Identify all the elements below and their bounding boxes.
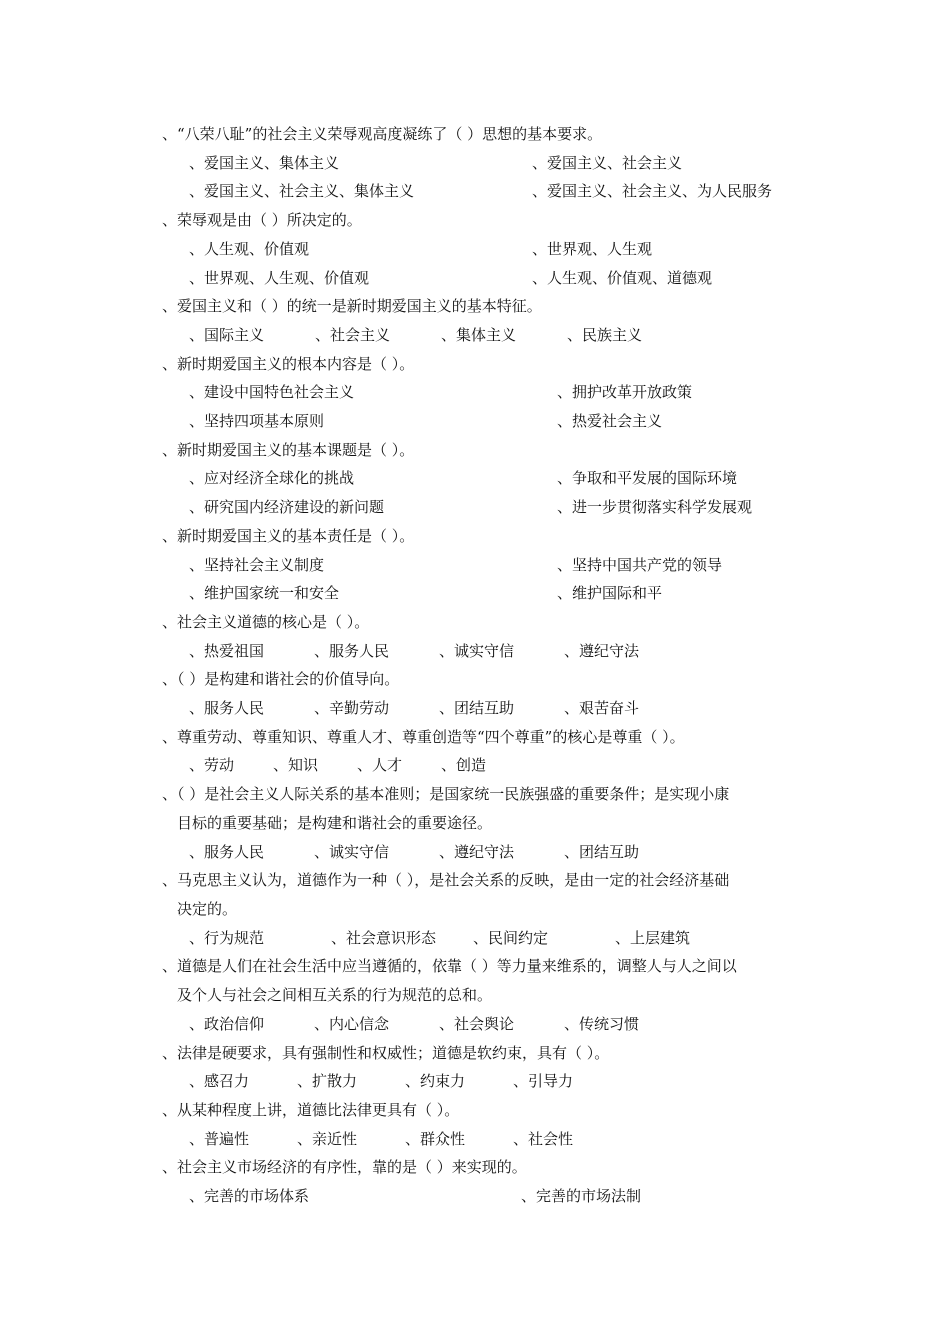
question-12: [162, 952, 822, 1038]
question-stem: 、马克思主义认为，道德作为一种（ ），是社会关系的反映，是由一定的社会经济基础: [162, 871, 730, 890]
question-stem: 、荣辱观是由（ ）所决定的。: [162, 211, 362, 230]
question-10: [162, 780, 822, 866]
option-d: 、遵纪守法: [564, 641, 640, 660]
option-b: 、世界观、人生观: [532, 239, 653, 258]
question-6: [162, 522, 822, 608]
option-d: 、引导力: [513, 1072, 574, 1091]
question-stem: 、尊重劳动、尊重知识、尊重人才、尊重创造等“四个尊重”的核心是尊重（ ）。: [162, 727, 685, 746]
option-d: 、上层建筑: [615, 928, 691, 947]
option-a: 、人生观、价值观: [189, 239, 310, 258]
option-c: 、研究国内经济建设的新问题: [189, 498, 385, 517]
question-stem: 、从某种程度上讲，道德比法律更具有（ ）。: [162, 1100, 460, 1119]
question-7: [162, 608, 822, 665]
question-stem-continuation: 决定的。: [177, 899, 238, 918]
option-c: 、遵纪守法: [439, 842, 515, 861]
option-c: 、世界观、人生观、价值观: [189, 268, 370, 287]
question-stem: 、新时期爱国主义的基本责任是（ ）。: [162, 526, 415, 545]
option-a: 、国际主义: [189, 325, 265, 344]
option-c: 、约束力: [405, 1072, 466, 1091]
option-d: 、传统习惯: [564, 1014, 640, 1033]
option-c: 、集体主义: [441, 325, 517, 344]
option-b: 、爱国主义、社会主义: [532, 153, 683, 172]
option-a: 、坚持社会主义制度: [189, 555, 325, 574]
option-d: 、爱国主义、社会主义、为人民服务: [532, 182, 773, 201]
option-b: 、诚实守信: [314, 842, 390, 861]
question-5: [162, 436, 822, 522]
question-stem: 、社会主义市场经济的有序性，靠的是（ ）来实现的。: [162, 1158, 527, 1177]
question-stem-continuation: 目标的重要基础；是构建和谐社会的重要途径。: [177, 813, 493, 832]
option-b: 、知识: [273, 756, 319, 775]
option-b: 、争取和平发展的国际环境: [557, 469, 738, 488]
question-stem: 、（ ）是构建和谐社会的价值导向。: [162, 670, 400, 689]
option-c: 、维护国家统一和安全: [189, 584, 340, 603]
option-a: 、政治信仰: [189, 1014, 265, 1033]
option-b: 、社会意识形态: [331, 928, 437, 947]
option-d: 、维护国际和平: [557, 584, 663, 603]
option-a: 、完善的市场体系: [189, 1187, 310, 1206]
option-c: 、坚持四项基本原则: [189, 412, 325, 431]
option-d: 、民族主义: [567, 325, 643, 344]
option-b: 、完善的市场法制: [521, 1187, 642, 1206]
question-stem-continuation: 及个人与社会之间相互关系的行为规范的总和。: [177, 986, 493, 1005]
option-d: 、社会性: [513, 1129, 574, 1148]
question-13: [162, 1039, 822, 1096]
option-d: 、人生观、价值观、道德观: [532, 268, 713, 287]
question-1: [162, 120, 822, 206]
option-a: 、服务人民: [189, 842, 265, 861]
question-3: [162, 292, 822, 349]
option-c: 、社会舆论: [439, 1014, 515, 1033]
question-stem: 、道德是人们在社会生活中应当遵循的，依靠（ ）等力量来维系的，调整人与人之间以: [162, 957, 737, 976]
option-b: 、亲近性: [297, 1129, 358, 1148]
option-d: 、进一步贯彻落实科学发展观: [557, 498, 753, 517]
question-15: [162, 1153, 822, 1210]
option-a: 、行为规范: [189, 928, 265, 947]
option-b: 、内心信念: [314, 1014, 390, 1033]
option-d: 、团结互助: [564, 842, 640, 861]
option-a: 、爱国主义、集体主义: [189, 153, 340, 172]
question-2: [162, 206, 822, 292]
option-a: 、建设中国特色社会主义: [189, 383, 355, 402]
option-d: 、热爱社会主义: [557, 412, 663, 431]
option-b: 、社会主义: [315, 325, 391, 344]
question-4: [162, 350, 822, 436]
option-a: 、服务人民: [189, 699, 265, 718]
question-stem: 、爱国主义和（ ）的统一是新时期爱国主义的基本特征。: [162, 297, 542, 316]
question-stem: 、新时期爱国主义的基本课题是（ ）。: [162, 440, 415, 459]
question-9: [162, 723, 822, 780]
option-b: 、坚持中国共产党的领导: [557, 555, 723, 574]
question-8: [162, 665, 822, 722]
option-c: 、群众性: [405, 1129, 466, 1148]
option-a: 、普遍性: [189, 1129, 250, 1148]
option-a: 、劳动: [189, 756, 235, 775]
option-c: 、爱国主义、社会主义、集体主义: [189, 182, 415, 201]
question-stem: 、“八荣八耻”的社会主义荣辱观高度凝练了（ ）思想的基本要求。: [162, 125, 603, 143]
option-b: 、服务人民: [314, 641, 390, 660]
option-b: 、辛勤劳动: [314, 699, 390, 718]
option-d: 、创造: [441, 756, 487, 775]
question-11: [162, 866, 822, 952]
option-b: 、扩散力: [297, 1072, 358, 1091]
option-c: 、民间约定: [473, 928, 549, 947]
option-c: 、诚实守信: [439, 641, 515, 660]
question-14: [162, 1096, 822, 1153]
option-c: 、人才: [357, 756, 403, 775]
option-a: 、应对经济全球化的挑战: [189, 469, 355, 488]
option-a: 、热爱祖国: [189, 641, 265, 660]
question-stem: 、（ ）是社会主义人际关系的基本准则；是国家统一民族强盛的重要条件；是实现小康: [162, 785, 730, 804]
option-d: 、艰苦奋斗: [564, 699, 640, 718]
option-b: 、拥护改革开放政策: [557, 383, 693, 402]
question-stem: 、法律是硬要求，具有强制性和权威性；道德是软约束，具有（ ）。: [162, 1043, 610, 1062]
question-list: [162, 120, 822, 1211]
question-stem: 、新时期爱国主义的根本内容是（ ）。: [162, 354, 415, 373]
option-a: 、感召力: [189, 1072, 250, 1091]
question-stem: 、社会主义道德的核心是（ ）。: [162, 612, 370, 631]
option-c: 、团结互助: [439, 699, 515, 718]
